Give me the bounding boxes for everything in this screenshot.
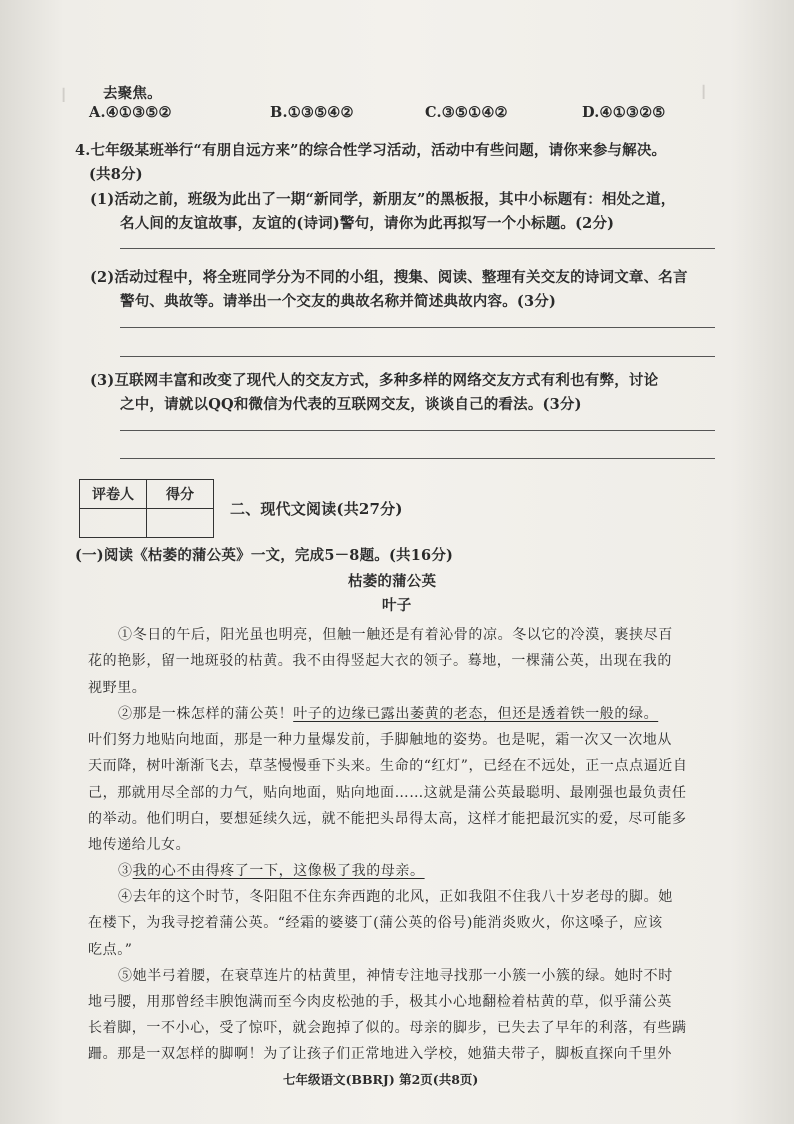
answer-line[interactable] [120, 356, 715, 357]
page-footer: 七年级语文(BBRJ) 第2页(共8页) [283, 1072, 479, 1087]
answer-line[interactable] [120, 327, 715, 328]
option-a: A.④①③⑤② [89, 104, 172, 121]
reading-part-title: (一)阅读《枯萎的蒲公英》一文，完成5－8题。(共16分) [75, 547, 454, 564]
paragraph-4-line: ④去年的这个时节，冬阳阻不住东奔西跑的北风，正如我阻不住我八十岁老母的脚。她 [118, 889, 673, 905]
paragraph-2-line: 己，那就用尽全部的力气，贴向地面，贴向地面……这就是蒲公英最聪明、最刚强也最负责任 [88, 785, 687, 801]
q4-sub2-line1: (2)活动过程中，将全班同学分为不同的小组，搜集、阅读、整理有关交友的诗词文章、名言 [90, 269, 688, 286]
answer-line[interactable] [120, 458, 715, 459]
score-box [79, 479, 214, 538]
option-d: D.④①③②⑤ [582, 104, 666, 121]
option-b: B.①③⑤④② [270, 104, 354, 121]
paragraph-1-line: 花的艳影，留一地斑驳的枯黄。我不由得竖起大衣的领子。蓦地，一棵蒲公英，出现在我的 [88, 653, 672, 669]
underlined-sentence: 我的心不由得疼了一下，这像极了我的母亲。 [132, 863, 425, 879]
paragraph-2-line [118, 703, 658, 723]
option-c: C.③⑤①④② [425, 104, 508, 121]
paragraph-4-line: 吃点。” [88, 942, 133, 958]
q4-sub1-line2: 名人间的友谊故事，友谊的(诗词)警句，请你为此再拟写一个小标题。(2分) [120, 215, 615, 232]
paragraph-2-lead: ②那是一株怎样的蒲公英！ [118, 706, 294, 722]
answer-line[interactable] [120, 248, 715, 249]
paragraph-5-line: ⑤她半弓着腰，在衰草连片的枯黄里，神情专注地寻找那一小簇一小簇的绿。她时不时 [118, 968, 673, 984]
section-title: 二、现代文阅读(共27分) [230, 500, 403, 518]
answer-line[interactable] [120, 430, 715, 431]
paragraph-5-line: 长着脚，一不小心，受了惊吓，就会跑掉了似的。母亲的脚步，已失去了早年的利落，有些蹒 [88, 1020, 687, 1036]
paragraph-1-line: ①冬日的午后，阳光虽也明亮，但触一触还是有着沁骨的凉。冬以它的冷漠，裹挟尽百 [118, 627, 673, 643]
q4-stem: 4.七年级某班举行“有朋自远方来”的综合性学习活动，活动中有些问题，请你来参与解决。 [75, 142, 667, 159]
paragraph-1-line: 视野里。 [88, 680, 147, 696]
q3-tail: 去聚焦。 [103, 85, 162, 102]
underlined-sentence: 叶子的边缘已露出萎黄的老态，但还是透着铁一般的绿。 [293, 706, 659, 722]
grader-header: 评卷人 [80, 480, 147, 509]
q4-sub1-line1: (1)活动之前，班级为此出了一期“新同学，新朋友”的黑板报，其中小标题有：相处之道， [90, 191, 676, 208]
q4-sub2-line2: 警句、典故等。请举出一个交友的典故名称并简述典故内容。(3分) [120, 293, 557, 310]
paragraph-5-line: 跚。那是一双怎样的脚啊！为了让孩子们正常地进入学校，她猫夫带子，脚板直探向千里外 [88, 1046, 672, 1062]
q4-sub3-line1: (3)互联网丰富和改变了现代人的交友方式，多种多样的网络交友方式有利也有弊，讨论 [90, 372, 659, 389]
article-title: 枯萎的蒲公英 [348, 573, 437, 590]
paragraph-2-line: 地传递给儿女。 [88, 837, 191, 853]
score-cell[interactable] [147, 509, 214, 538]
grader-cell[interactable] [80, 509, 147, 538]
q4-sub3-line2: 之中，请就以QQ和微信为代表的互联网交友，谈谈自己的看法。(3分) [120, 396, 582, 413]
paragraph-4-line: 在楼下，为我寻挖着蒲公英。“经霜的婆婆丁(蒲公英的俗号)能消炎败火，你这嗓子，应该 [88, 915, 663, 931]
paragraph-2-line: 叶们努力地贴向地面，那是一种力量爆发前，手脚触地的姿势。也是呢，霜一次又一次地从 [88, 732, 672, 748]
paragraph-3-number: ③ [118, 863, 133, 879]
bleed-through-mark: ┃ [60, 88, 68, 102]
score-header: 得分 [147, 480, 214, 509]
paragraph-3-line [118, 860, 425, 880]
bleed-through-mark: ┃ [700, 85, 708, 99]
paragraph-2-line: 天而降，树叶渐渐飞去，草茎慢慢垂下头来。生命的“红灯”，已经在不远处，正一点点逼近自 [88, 758, 688, 774]
article-author: 叶子 [382, 597, 412, 614]
q4-points: (共8分) [89, 166, 143, 183]
paragraph-5-line: 地弓腰，用那曾经丰腴饱满而至今肉皮松弛的手，极其小心地翻检着枯黄的草，似乎蒲公英 [88, 994, 672, 1010]
paragraph-2-line: 的举动。他们明白，要想延续久远，就不能把头昂得太高，这样才能把最沉实的爱，尽可能多 [88, 811, 687, 827]
